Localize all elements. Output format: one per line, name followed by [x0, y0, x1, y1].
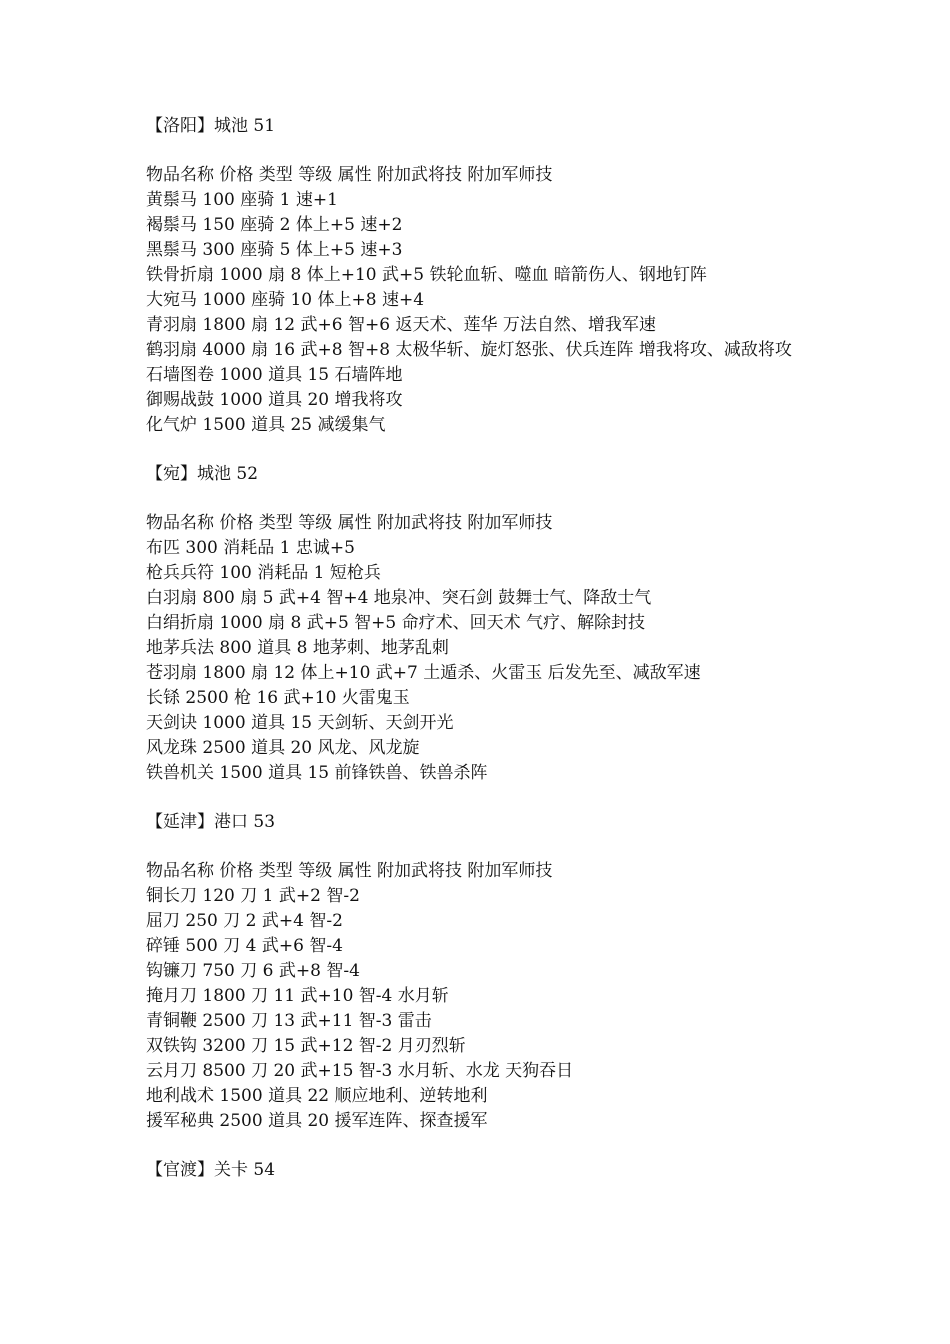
item-line: 鹤羽扇 4000 扇 16 武+8 智+8 太极华斩、旋灯怒张、伏兵连阵 增我将攻、减敌将攻 — [146, 340, 792, 360]
item-line: 黄鬃马 100 座骑 1 速+1 — [146, 190, 338, 210]
item-line: 铁骨折扇 1000 扇 8 体上+10 武+5 铁轮血斩、噬血 暗箭伤人、钢地钉阵 — [146, 265, 707, 285]
item-line: 天剑诀 1000 道具 15 天剑斩、天剑开光 — [146, 713, 454, 733]
item-line: 枪兵兵符 100 消耗品 1 短枪兵 — [146, 563, 381, 583]
item-line: 援军秘典 2500 道具 20 援军连阵、探查援军 — [146, 1111, 488, 1131]
item-line: 褐鬃马 150 座骑 2 体上+5 速+2 — [146, 215, 403, 235]
item-line: 云月刀 8500 刀 20 武+15 智-3 水月斩、水龙 天狗吞日 — [146, 1061, 574, 1081]
item-line: 碎锤 500 刀 4 武+6 智-4 — [146, 936, 343, 956]
item-line: 化气炉 1500 道具 25 减缓集气 — [146, 415, 386, 435]
spacer — [146, 835, 826, 859]
section-title: 【宛】城池 52 — [146, 464, 259, 484]
item-line: 铜长刀 120 刀 1 武+2 智-2 — [146, 886, 360, 906]
item-line: 铁兽机关 1500 道具 15 前锋铁兽、铁兽杀阵 — [146, 763, 488, 783]
item-line: 双铁钩 3200 刀 15 武+12 智-2 月刃烈斩 — [146, 1036, 466, 1056]
item-line: 屈刀 250 刀 2 武+4 智-2 — [146, 911, 343, 931]
item-line: 钩镰刀 750 刀 6 武+8 智-4 — [146, 961, 360, 981]
spacer — [146, 1134, 826, 1158]
item-line: 白羽扇 800 扇 5 武+4 智+4 地泉冲、突石剑 鼓舞士气、降敌士气 — [146, 588, 652, 608]
item-line: 黑鬃马 300 座骑 5 体上+5 速+3 — [146, 240, 403, 260]
section-title: 【洛阳】城池 51 — [146, 116, 276, 136]
section-luoyang — [146, 114, 826, 438]
item-line: 大宛马 1000 座骑 10 体上+8 速+4 — [146, 290, 425, 310]
item-line: 地利战术 1500 道具 22 顺应地利、逆转地利 — [146, 1086, 488, 1106]
section-wan — [146, 462, 826, 786]
section-yanjin — [146, 810, 826, 1134]
item-line: 石墙图卷 1000 道具 15 石墙阵地 — [146, 365, 403, 385]
section-guandu — [146, 1158, 826, 1183]
item-line: 白绢折扇 1000 扇 8 武+5 智+5 命疗术、回天术 气疗、解除封技 — [146, 613, 646, 633]
item-line: 青铜鞭 2500 刀 13 武+11 智-3 雷击 — [146, 1011, 432, 1031]
document-page — [146, 114, 826, 1183]
item-line: 长铩 2500 枪 16 武+10 火雷鬼玉 — [146, 688, 410, 708]
table-header-line: 物品名称 价格 类型 等级 属性 附加武将技 附加军师技 — [146, 861, 553, 881]
spacer — [146, 438, 826, 462]
table-header-line: 物品名称 价格 类型 等级 属性 附加武将技 附加军师技 — [146, 513, 553, 533]
item-line: 掩月刀 1800 刀 11 武+10 智-4 水月斩 — [146, 986, 449, 1006]
item-line: 风龙珠 2500 道具 20 风龙、风龙旋 — [146, 738, 420, 758]
section-title: 【延津】港口 53 — [146, 812, 276, 832]
table-header-line: 物品名称 价格 类型 等级 属性 附加武将技 附加军师技 — [146, 165, 553, 185]
spacer — [146, 786, 826, 810]
item-line: 御赐战鼓 1000 道具 20 增我将攻 — [146, 390, 403, 410]
item-line: 苍羽扇 1800 扇 12 体上+10 武+7 土遁杀、火雷玉 后发先至、减敌军速 — [146, 663, 701, 683]
item-line: 布匹 300 消耗品 1 忠诚+5 — [146, 538, 355, 558]
item-line: 青羽扇 1800 扇 12 武+6 智+6 返天术、莲华 万法自然、增我军速 — [146, 315, 656, 335]
spacer — [146, 139, 826, 163]
spacer — [146, 487, 826, 511]
section-title: 【官渡】关卡 54 — [146, 1160, 276, 1180]
item-line: 地茅兵法 800 道具 8 地茅刺、地茅乱刺 — [146, 638, 449, 658]
